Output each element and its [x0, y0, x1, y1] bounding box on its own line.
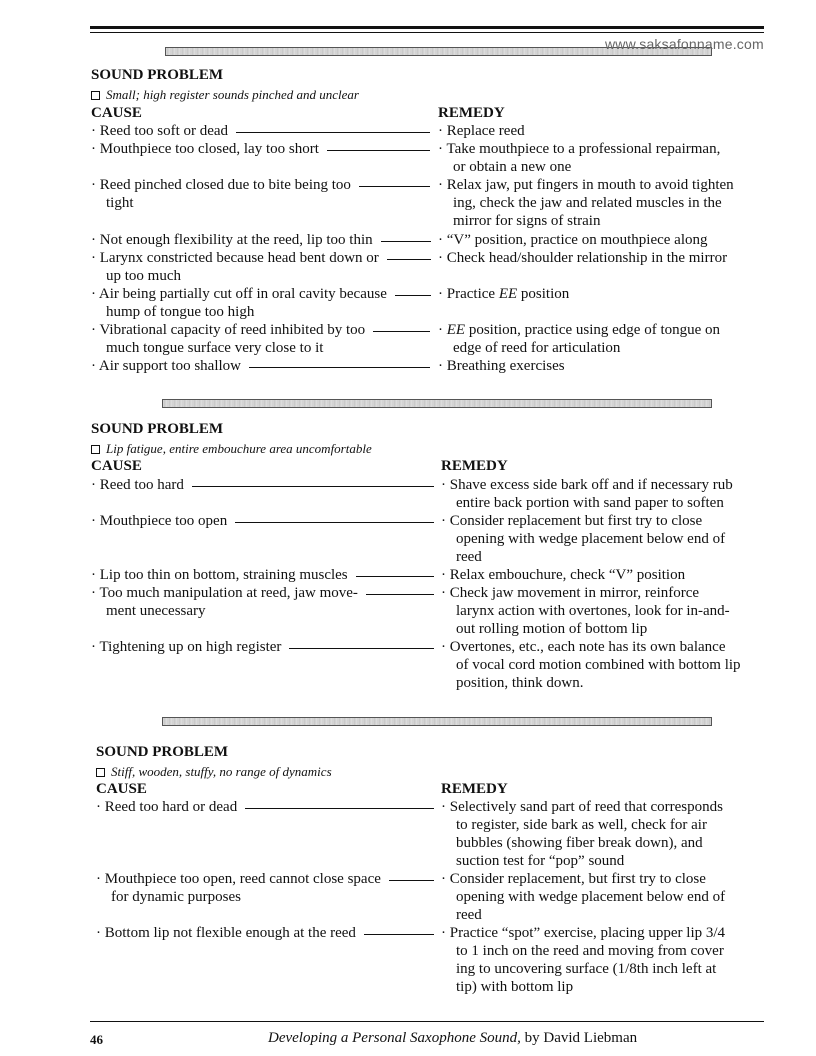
cause-text: · Not enough flexibility at the reed, lip too thin	[91, 232, 373, 248]
checkbox-icon	[91, 445, 100, 454]
top-rule-thin	[90, 32, 764, 33]
cause-text: · Tightening up on high register	[91, 639, 282, 655]
remedy-text: · Consider replacement but first try to close	[441, 513, 703, 529]
remedy-continuation: tip) with bottom lip	[456, 979, 574, 995]
remedy-continuation: or obtain a new one	[453, 159, 572, 175]
remedy-continuation: suction test for “pop” sound	[456, 853, 625, 869]
leader-line	[364, 934, 434, 935]
cause-text: · Larynx constricted because head bent down or	[91, 250, 379, 266]
remedy-text: · Overtones, etc., each note has its own balance	[441, 639, 726, 655]
cause-text: · Mouthpiece too closed, lay too short	[91, 141, 319, 157]
remedy-text: · Check jaw movement in mirror, reinforce	[441, 585, 700, 601]
remedy-header: REMEDY	[438, 105, 505, 121]
remedy-continuation: entire back portion with sand paper to soften	[456, 495, 724, 511]
remedy-text: · Breathing exercises	[438, 358, 565, 374]
section-title: SOUND PROBLEM	[91, 421, 224, 437]
leader-line	[387, 259, 431, 260]
footer-citation	[268, 1030, 637, 1047]
section-title: SOUND PROBLEM	[91, 67, 224, 83]
remedy-continuation: mirror for signs of strain	[453, 213, 601, 229]
cause-text: · Reed too soft or dead	[91, 123, 229, 139]
cause-continuation: much tongue surface very close to it	[106, 340, 324, 356]
subtitle-text: Small; high register sounds pinched and unclear	[106, 87, 359, 102]
leader-line	[327, 150, 430, 151]
remedy-text: · EE position, practice using edge of tongue on	[438, 322, 721, 338]
section-separator	[162, 399, 712, 408]
cause-text: · Too much manipulation at reed, jaw move-	[91, 585, 358, 601]
cause-header: CAUSE	[91, 458, 142, 474]
remedy-header: REMEDY	[441, 458, 508, 474]
top-rule-thick	[90, 26, 764, 29]
leader-line	[289, 648, 434, 649]
leader-line	[395, 295, 431, 296]
cause-header: CAUSE	[91, 105, 142, 121]
cause-text: · Bottom lip not flexible enough at the reed	[96, 925, 356, 941]
remedy-continuation: ing to uncovering surface (1/8th inch left at	[456, 961, 717, 977]
leader-line	[235, 522, 434, 523]
cause-text: · Mouthpiece too open, reed cannot close space	[96, 871, 381, 887]
leader-line	[245, 808, 434, 809]
leader-line	[381, 241, 431, 242]
section-separator	[162, 717, 712, 726]
section-subtitle	[91, 441, 372, 457]
cause-text: · Reed too hard	[91, 477, 184, 493]
checkbox-icon	[91, 91, 100, 100]
page-number: 46	[90, 1032, 103, 1047]
cause-continuation: ment unecessary	[106, 603, 206, 619]
remedy-continuation: ing, check the jaw and related muscles in the	[453, 195, 722, 211]
cause-text: · Air support too shallow	[91, 358, 241, 374]
remedy-continuation: to register, side bark as well, check for air	[456, 817, 707, 833]
remedy-text: · Consider replacement, but first try to close	[441, 871, 706, 887]
cause-continuation: hump of tongue too high	[106, 304, 255, 320]
remedy-text: · Take mouthpiece to a professional repairman,	[438, 141, 721, 157]
subtitle-text: Stiff, wooden, stuffy, no range of dynamics	[111, 764, 332, 779]
remedy-continuation: to 1 inch on the reed and moving from cover	[456, 943, 724, 959]
remedy-continuation: bubbles (showing fiber break down), and	[456, 835, 703, 851]
remedy-continuation: out rolling motion of bottom lip	[456, 621, 648, 637]
remedy-text: · Shave excess side bark off and if necessary rub	[441, 477, 733, 493]
leader-line	[359, 186, 430, 187]
section-subtitle	[91, 87, 359, 103]
remedy-continuation: opening with wedge placement below end of	[456, 889, 726, 905]
remedy-header: REMEDY	[441, 781, 508, 797]
remedy-continuation: larynx action with overtones, look for in-and-	[456, 603, 730, 619]
cause-continuation: for dynamic purposes	[111, 889, 241, 905]
subtitle-text: Lip fatigue, entire embouchure area uncomfortable	[106, 441, 372, 456]
remedy-continuation: edge of reed for articulation	[453, 340, 621, 356]
book-author: by David Liebman	[520, 1030, 638, 1046]
leader-line	[192, 486, 434, 487]
section-subtitle	[96, 764, 332, 780]
leader-line	[389, 880, 434, 881]
cause-text: · Lip too thin on bottom, straining muscles	[91, 567, 348, 583]
cause-continuation: tight	[106, 195, 134, 211]
leader-line	[236, 132, 430, 133]
footer-rule	[90, 1021, 764, 1022]
remedy-text: · Replace reed	[438, 123, 525, 139]
remedy-continuation: of vocal cord motion combined with bottom lip	[456, 657, 741, 673]
book-title: Developing a Personal Saxophone Sound,	[268, 1030, 521, 1046]
remedy-text: · Practice EE position	[438, 286, 570, 302]
checkbox-icon	[96, 768, 105, 777]
remedy-text: · Check head/shoulder relationship in the mirror	[438, 250, 728, 266]
leader-line	[249, 367, 430, 368]
remedy-text: · Relax embouchure, check “V” position	[441, 567, 686, 583]
source-url: www.saksafonname.com	[605, 36, 764, 52]
remedy-continuation: opening with wedge placement below end of	[456, 531, 726, 547]
leader-line	[356, 576, 434, 577]
cause-text: · Reed too hard or dead	[96, 799, 238, 815]
remedy-continuation: reed	[456, 549, 482, 565]
cause-text: · Mouthpiece too open	[91, 513, 228, 529]
remedy-continuation: reed	[456, 907, 482, 923]
remedy-continuation: position, think down.	[456, 675, 584, 691]
cause-continuation: up too much	[106, 268, 181, 284]
leader-line	[366, 594, 434, 595]
cause-header: CAUSE	[96, 781, 147, 797]
section-title: SOUND PROBLEM	[96, 744, 229, 760]
remedy-text: · Practice “spot” exercise, placing upper lip 3/4	[441, 925, 726, 941]
remedy-text: · Selectively sand part of reed that corresponds	[441, 799, 723, 815]
cause-text: · Vibrational capacity of reed inhibited by too	[91, 322, 366, 338]
remedy-text: · “V” position, practice on mouthpiece along	[438, 232, 708, 248]
remedy-text: · Relax jaw, put fingers in mouth to avoid tighten	[438, 177, 734, 193]
cause-text: · Reed pinched closed due to bite being too	[91, 177, 351, 193]
leader-line	[373, 331, 430, 332]
cause-text: · Air being partially cut off in oral cavity because	[91, 286, 387, 302]
